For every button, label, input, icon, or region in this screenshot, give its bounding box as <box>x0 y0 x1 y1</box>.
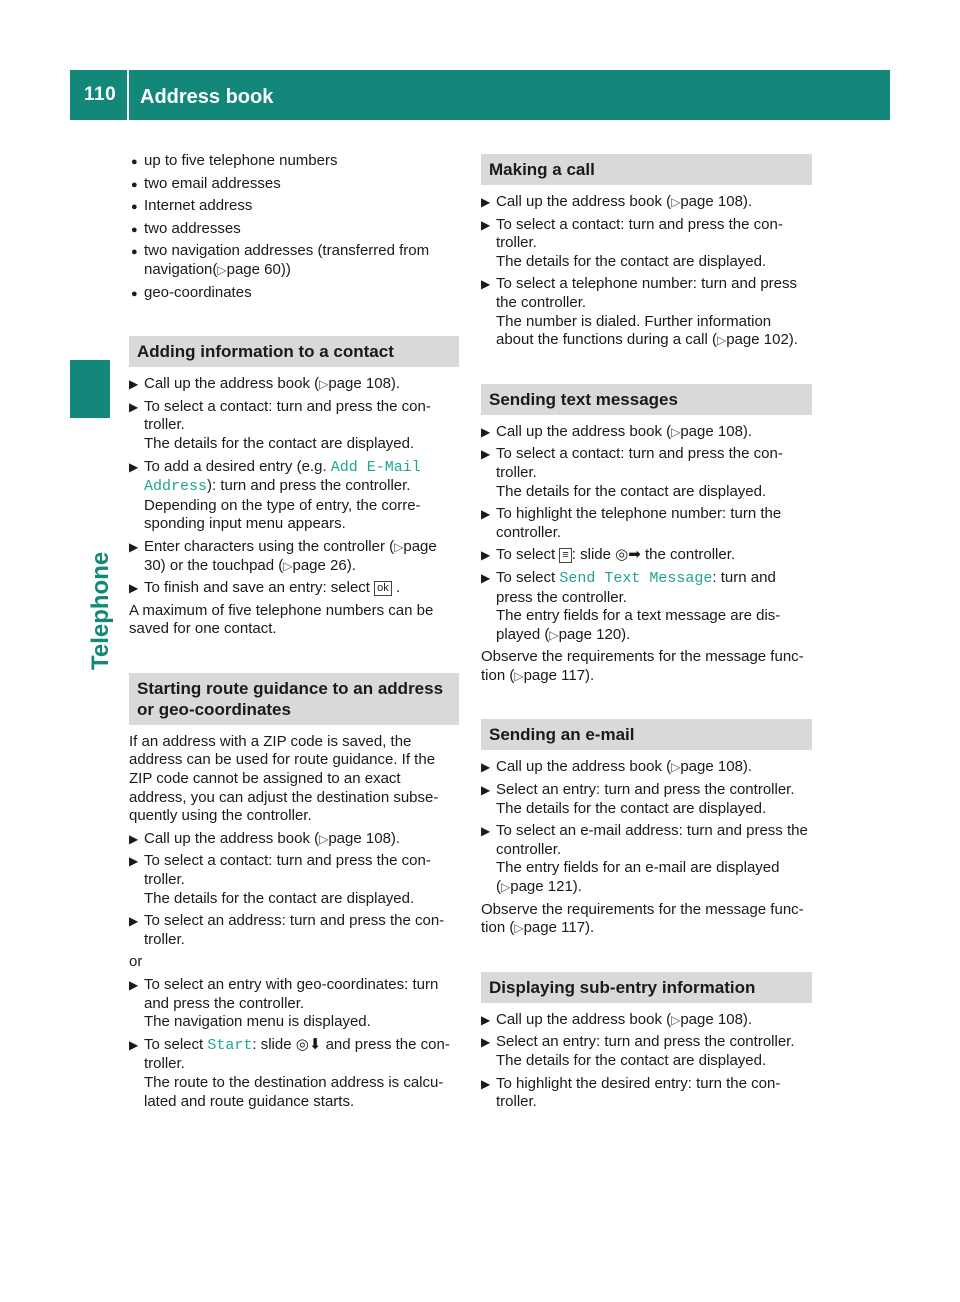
list-item: ● geo-coordinates <box>129 284 459 303</box>
step-arrow-icon: ▶ <box>481 195 491 209</box>
list-item: ● two addresses <box>129 220 459 239</box>
note-text: Observe the requirements for the message func-tion (▷page 117). <box>481 648 804 684</box>
note-text: A maximum of five telephone numbers can be saved for one contact. <box>129 601 434 638</box>
step-arrow-icon: ▶ <box>481 824 491 839</box>
step-arrow-icon: ▶ <box>481 783 491 798</box>
right-column <box>481 154 812 1116</box>
section-heading-email: Sending an e-mail <box>481 719 812 750</box>
section-heading-text: Sending text messages <box>481 384 812 415</box>
instruction-step: ▶ To select Send Text Message: turn and press the controller. The entry fields for a text message are dis-played (▷page 120). <box>481 568 781 643</box>
page-ref-link[interactable]: page 26). <box>292 556 356 574</box>
step-arrow-icon: ▶ <box>129 399 139 414</box>
step-arrow-icon: ▶ <box>129 831 139 846</box>
controller-slide-down-icon: ◎⬇ <box>295 1035 322 1053</box>
instruction-step: ▶ To select ≡ : slide ◎➡ the controller. <box>481 546 736 564</box>
page-ref-icon: ▷ <box>283 558 293 573</box>
page-number: 110 <box>84 84 117 105</box>
or-text: or <box>129 953 143 971</box>
left-column <box>129 152 459 1115</box>
step-arrow-icon: ▶ <box>129 978 139 992</box>
step-arrow-icon: ▶ <box>481 277 491 292</box>
instruction-step: ▶ Call up the address book (▷page 108). <box>481 758 753 776</box>
page-ref-icon: ▷ <box>514 668 524 683</box>
page-ref-link[interactable]: page 120). <box>558 625 631 643</box>
bullet-icon: ● <box>131 287 138 300</box>
display-text-start: Start <box>207 1036 253 1054</box>
chapter-tab-marker <box>70 360 110 418</box>
page-ref-link[interactable]: page 108). <box>680 422 753 440</box>
page-ref-icon: ▷ <box>319 831 329 846</box>
page-ref-icon: ▷ <box>671 760 681 775</box>
section-heading-subentry: Displaying sub-entry information <box>481 972 812 1003</box>
step-arrow-icon: ▶ <box>481 760 491 775</box>
page-ref-icon: ▷ <box>549 627 559 642</box>
list-item: ● up to five telephone numbers <box>129 152 459 171</box>
page-ref-link[interactable]: page 108). <box>680 1010 753 1028</box>
step-arrow-icon: ▶ <box>129 539 139 554</box>
instruction-step: ▶ Select an entry: turn and press the controller. The details for the contact are displayed. <box>481 781 795 817</box>
list-item: ● two email addresses <box>129 175 459 194</box>
ok-symbol-icon: ok <box>374 581 392 596</box>
chapter-label <box>85 540 114 670</box>
list-item: ● two navigation addresses (transferred from navigation(▷page 60)) <box>131 242 430 278</box>
bullet-icon: ● <box>131 246 138 259</box>
step-arrow-icon: ▶ <box>129 377 139 392</box>
instruction-step: ▶ Call up the address book (▷page 108). <box>481 422 753 440</box>
intro-text: If an address with a ZIP code is saved, the address can be used for route guidance. If the ZIP code cannot be assigned to an exact address, you can adjust the destination subse-quently using the controller. <box>129 732 439 825</box>
page-ref-link[interactable]: page 30) or the touchpad ( <box>144 537 437 574</box>
page-ref-link[interactable]: page 102). <box>726 331 798 349</box>
bullet-icon: ● <box>131 178 138 191</box>
step-arrow-icon: ▶ <box>481 548 491 563</box>
page-title: Address book <box>140 86 274 108</box>
page-ref-link[interactable]: page 108). <box>680 758 753 776</box>
bullet-icon: ● <box>131 156 138 168</box>
page-ref-link[interactable]: page 117). <box>523 666 595 684</box>
page-ref-link[interactable]: page 108). <box>680 193 753 210</box>
instruction-step: ▶ To select an e-mail address: turn and press the controller. The entry fields for an e-mail are displayed (▷page 121). <box>481 822 808 896</box>
page-ref-icon: ▷ <box>514 921 524 936</box>
instruction-step: ▶ To finish and save an entry: select ok . <box>129 579 401 597</box>
page-ref-icon: ▷ <box>671 195 681 209</box>
step-arrow-icon: ▶ <box>481 507 491 522</box>
page-ref-link[interactable]: page 108). <box>328 375 401 393</box>
instruction-step: ▶ Call up the address book (▷page 108). <box>129 375 401 393</box>
instruction-step: ▶ To select a contact: turn and press the con-troller. The details for the contact are displayed. <box>129 397 431 452</box>
page-ref-icon: ▷ <box>217 262 227 277</box>
instruction-step: ▶ To add a desired entry (e.g. Add E-Mail Address): turn and press the controller. Depending on the type of entry, the corre-sponding input menu appears. <box>129 457 421 533</box>
header-divider <box>127 70 129 120</box>
bullet-icon: ● <box>131 223 138 236</box>
page-ref-icon: ▷ <box>394 539 404 554</box>
instruction-step: ▶ To highlight the desired entry: turn the con-troller. <box>481 1074 781 1111</box>
step-arrow-icon: ▶ <box>481 570 491 585</box>
step-arrow-icon: ▶ <box>481 1012 491 1027</box>
page-ref-link[interactable]: page 108). <box>328 829 401 847</box>
instruction-step: ▶ Call up the address book (▷page 108). <box>481 193 753 210</box>
page-ref-link[interactable]: page 117). <box>523 919 595 937</box>
step-arrow-icon: ▶ <box>481 1076 491 1091</box>
step-arrow-icon: ▶ <box>129 914 139 929</box>
instruction-step: ▶ To select an entry with geo-coordinates: turn and press the controller. The navigation menu is displayed. <box>129 976 439 1031</box>
page-ref-icon: ▷ <box>671 1012 681 1027</box>
page-ref-icon: ▷ <box>716 333 727 348</box>
page-ref-icon: ▷ <box>671 424 681 439</box>
step-arrow-icon: ▶ <box>129 581 139 596</box>
step-arrow-icon: ▶ <box>129 854 139 869</box>
instruction-step: ▶ To select Start: slide ◎⬇ and press the con-troller. The route to the destination address is calcu-lated and route guidance starts. <box>129 1035 450 1110</box>
instruction-step: ▶ To select an address: turn and press the con-troller. <box>129 912 445 948</box>
instruction-step: ▶ To select a contact: turn and press the con-troller. The details for the contact are displayed. <box>129 852 431 907</box>
instruction-step: ▶ To select a contact: turn and press the con-troller. The details for the contact are displayed. <box>481 215 783 270</box>
section-heading-adding: Adding information to a contact <box>129 336 459 367</box>
chapter-label-text: Telephone <box>87 551 114 670</box>
list-item: ● Internet address <box>129 197 459 216</box>
display-text-add-email-address: Add E-Mail Address <box>144 458 421 496</box>
page-ref-link[interactable]: page 60)) <box>226 260 291 278</box>
step-arrow-icon: ▶ <box>129 1037 139 1052</box>
step-arrow-icon: ▶ <box>129 459 139 474</box>
instruction-step: ▶ Call up the address book (▷page 108). <box>129 829 401 847</box>
step-arrow-icon: ▶ <box>481 217 491 232</box>
section-heading-call: Making a call <box>481 154 812 185</box>
instruction-step: ▶ To highlight the telephone number: turn the controller. <box>481 505 782 541</box>
instruction-step: ▶ To select a telephone number: turn and press the controller. The number is dialed. Further information about the functions during a call (▷page 102). <box>481 275 798 349</box>
page-ref-link[interactable]: page 121). <box>510 878 582 896</box>
page-ref-icon: ▷ <box>319 377 329 392</box>
instruction-step: ▶ Select an entry: turn and press the controller. The details for the contact are displayed. <box>481 1033 795 1069</box>
instruction-step: ▶ Enter characters using the controller (▷page 30) or the touchpad (▷page 26). <box>129 537 437 574</box>
step-arrow-icon: ▶ <box>481 447 491 462</box>
options-menu-icon: ≡ <box>559 548 571 563</box>
page-ref-icon: ▷ <box>501 880 511 895</box>
step-arrow-icon: ▶ <box>481 1035 491 1050</box>
display-text-send-text-message: Send Text Message <box>559 569 713 587</box>
instruction-step: ▶ Call up the address book (▷page 108). <box>481 1010 753 1028</box>
instruction-step: ▶ To select a contact: turn and press the con-troller. The details for the contact are displayed. <box>481 445 783 500</box>
bullet-icon: ● <box>131 201 138 214</box>
section-heading-route: Starting route guidance to an address or geo-coordinates <box>129 673 459 725</box>
controller-slide-right-icon: ◎➡ <box>615 546 641 564</box>
step-arrow-icon: ▶ <box>481 424 491 439</box>
note-text: Observe the requirements for the message func-tion (▷page 117). <box>481 900 804 937</box>
